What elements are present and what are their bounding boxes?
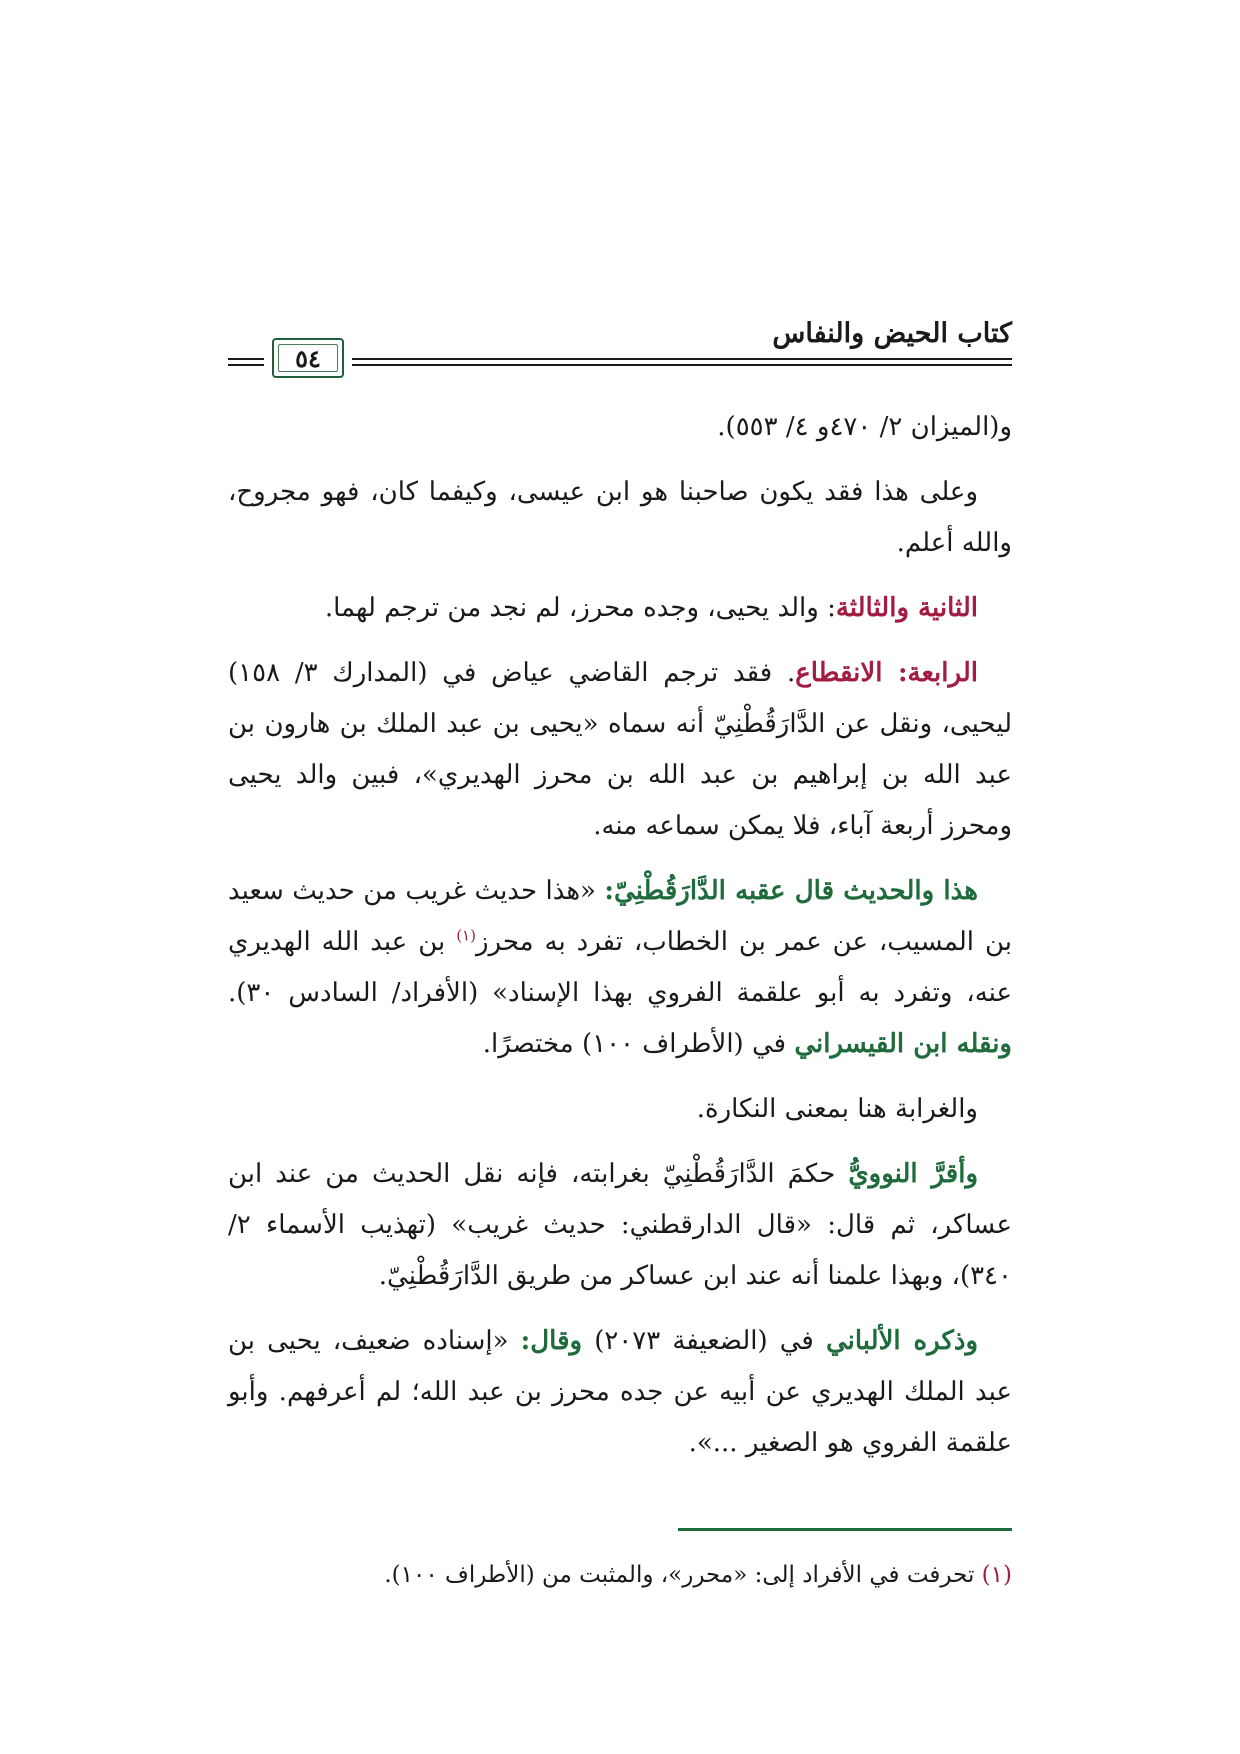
paragraph-5-label-2: ونقله ابن القيسراني xyxy=(794,1029,1012,1059)
footnote-ref[interactable]: (١) xyxy=(456,926,476,945)
paragraph-3 xyxy=(228,583,1012,634)
paragraph-7-text: حكمَ الدَّارَقُطْنِيّ بغرابته، فإنه نقل الحديث من عند ابن عساكر، ثم قال: «قال الدارقطني: حديث غريب» (تهذيب الأسماء ٢/ ٣٤٠)، وبهذا علمنا أنه عند ابن عساكر من طريق الدَّارَقُطْنِيّ. xyxy=(228,1159,1012,1291)
page-number: ٥٤ xyxy=(295,343,321,373)
paragraph-5-text-a: «هذا حديث غريب من حديث سعيد بن المسيب، عن عمر بن الخطاب، تفرد به محرز xyxy=(228,876,1012,957)
paragraph-6: والغرابة هنا بمعنى النكارة. xyxy=(696,1094,978,1124)
paragraph-8-label-2: وقال: xyxy=(520,1326,583,1356)
paragraph-5-text-b: بن عبد الله الهديري عنه، وتفرد به أبو علقمة الفروي بهذا الإسناد» (الأفراد/ السادس ٣٠). xyxy=(228,927,1012,1008)
paragraph-8-label: وذكره الألباني xyxy=(825,1326,978,1356)
header-rule-left-top xyxy=(228,358,264,360)
paragraph-7-label: وأقرَّ النوويُّ xyxy=(848,1159,979,1189)
page-number-badge xyxy=(272,338,344,378)
paragraph-4 xyxy=(228,648,1012,852)
paragraph-2: وعلى هذا فقد يكون صاحبنا هو ابن عيسى، وكيفما كان، فهو مجروح، والله أعلم. xyxy=(228,477,1012,558)
header-rule-right-top xyxy=(352,358,1012,360)
footnote xyxy=(228,1555,1012,1595)
main-text xyxy=(228,402,1012,1483)
footnote-text: تحرفت في الأفراد إلى: «محرر»، والمثبت من (الأطراف ١٠٠). xyxy=(384,1562,982,1588)
page-header xyxy=(228,318,1012,378)
paragraph-3-text: : والد يحيى، وجده محرز، لم نجد من ترجم لهما. xyxy=(324,593,836,623)
paragraph-4-label: الرابعة: الانقطاع xyxy=(795,658,978,688)
footnote-number: (١) xyxy=(981,1562,1012,1588)
header-rule-left-bottom xyxy=(228,364,264,366)
header-rule-right-bottom xyxy=(352,364,1012,366)
paragraph-4-text: . فقد ترجم القاضي عياض في (المدارك ٣/ ١٥٨) ليحيى، ونقل عن الدَّارَقُطْنِيّ أنه سماه «يحيى بن عبد الملك بن هارون بن عبد الله بن إبراهيم بن عبد الله بن محرز الهديري»، فبين والد يحيى ومحرز أربعة آباء، فلا يمكن سماعه منه. xyxy=(228,658,1012,841)
paragraph-8 xyxy=(228,1316,1012,1469)
paragraph-5 xyxy=(228,866,1012,1070)
footnote-separator xyxy=(678,1528,1012,1531)
paragraph-1: و(الميزان ٢/ ٤٧٠و ٤/ ٥٥٣). xyxy=(717,412,1012,442)
paragraph-3-label: الثانية والثالثة xyxy=(835,593,978,623)
paragraph-7 xyxy=(228,1149,1012,1302)
paragraph-5-text-c: في (الأطراف ١٠٠) مختصرًا. xyxy=(482,1029,795,1059)
paragraph-5-label: هذا والحديث قال عقبه الدَّارَقُطْنِيّ: xyxy=(604,876,978,906)
paragraph-8-text-b: «إسناده ضعيف، يحيى بن عبد الملك الهديري عن أبيه عن جده محرز بن عبد الله؛ لم أعرفهم. وأبو علقمة الفروي هو الصغير ...». xyxy=(228,1326,1012,1458)
paragraph-8-text-a: في (الضعيفة ٢٠٧٣) xyxy=(582,1326,826,1356)
book-title: كتاب الحيض والنفاس xyxy=(772,318,1012,349)
